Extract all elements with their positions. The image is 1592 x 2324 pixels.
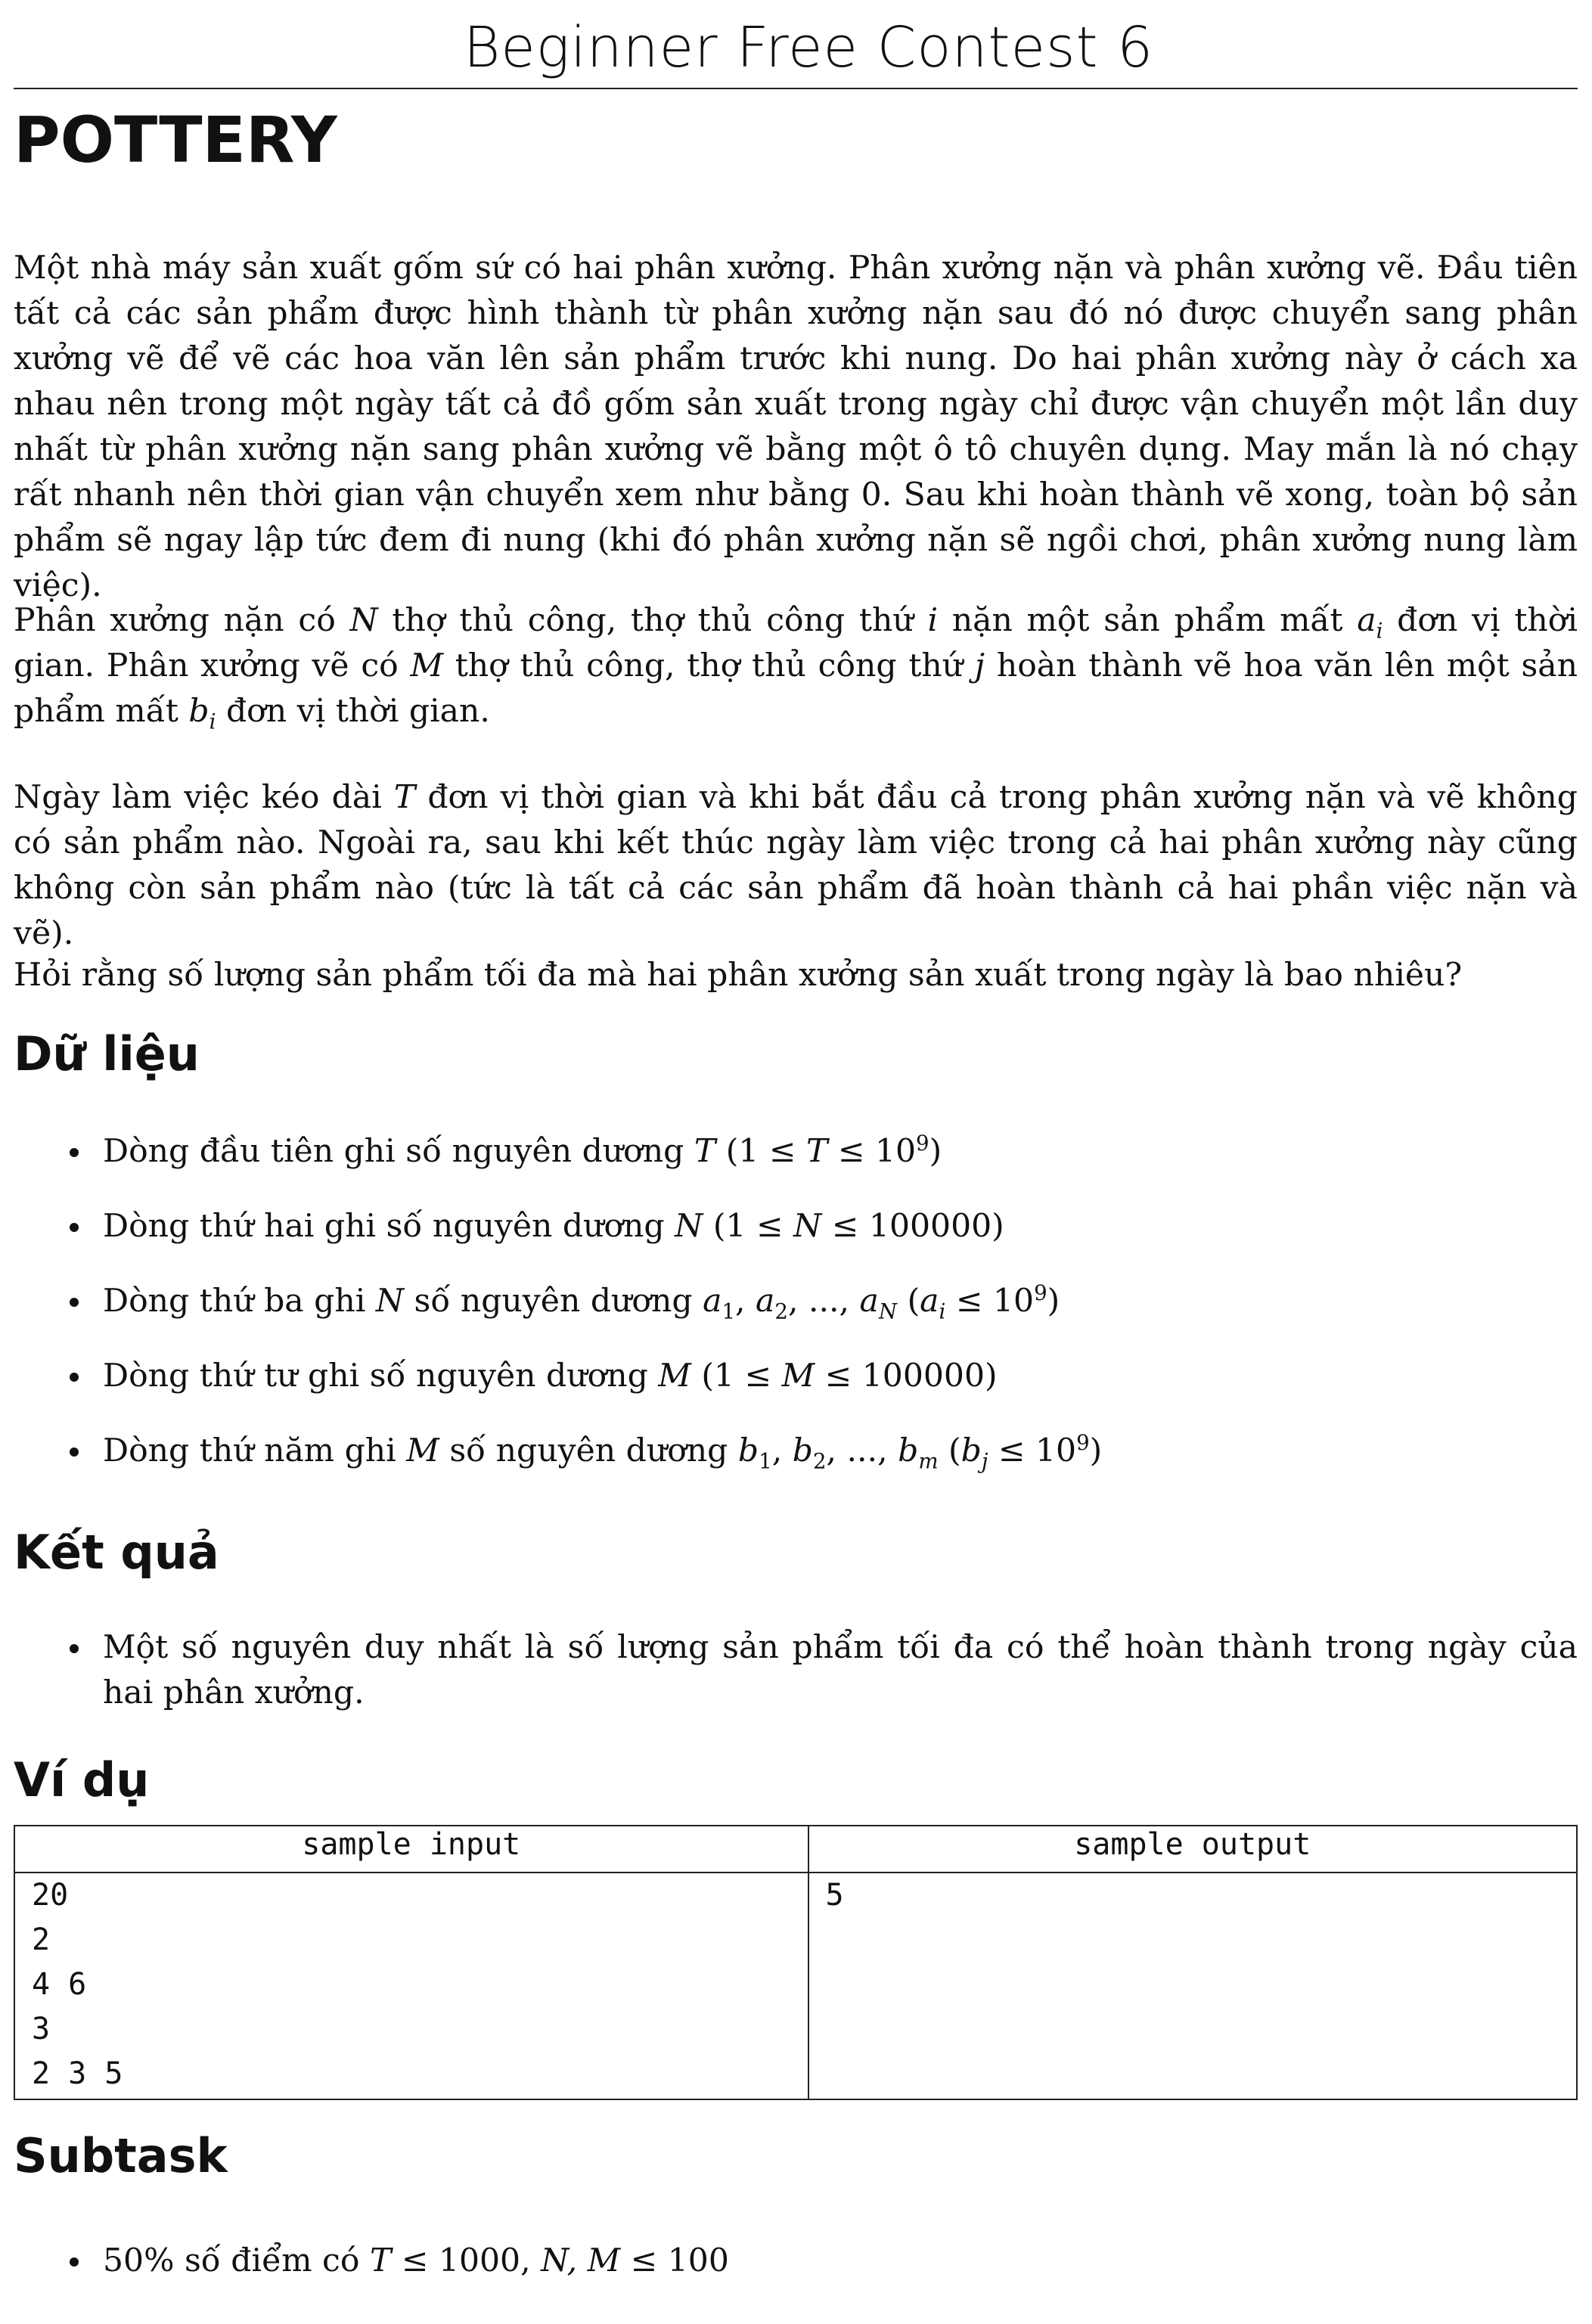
sample-output-cell (808, 1873, 1577, 2099)
problem-title: POTTERY (14, 103, 337, 177)
bullet-icon (70, 1373, 79, 1382)
list-item: Dòng đầu tiên ghi số nguyên dương T $(1 \le T \le 10^9)$ (14, 1129, 1578, 1174)
output-section-title: Kết quả (14, 1525, 219, 1580)
list-item: 50% số điểm có T ≤ 1000, N, M ≤ 100 (14, 2239, 1578, 2284)
table-header-row (14, 1826, 1577, 1873)
sample-input-text: 20 2 4 6 3 2 3 5 (32, 1878, 123, 2091)
statement-paragraph-1: Một nhà máy sản xuất gốm sứ có hai phân xưởng. Phân xưởng nặn và phân xưởng vẽ. Đầu tiên tất cả các sản phẩm được hình thành từ phân xưởng nặn sau đó nó được chuyển sang phân xưởng vẽ để vẽ các hoa văn lên sản phẩm trước khi nung. Do hai phân xưởng này ở cách xa nhau nên trong một ngày tất cả đồ gốm sản xuất trong ngày chỉ được vận chuyển một lần duy nhất từ phân xưởng nặn sang phân xưởng vẽ bằng một ô tô chuyên dụng. May mắn là nó chạy rất nhanh nên thời gian vận chuyển xem như bằng 0. Sau khi hoàn thành vẽ xong, toàn bộ sản phẩm sẽ ngay lập tức đem đi nung (khi đó phân xưởng nặn sẽ ngồi chơi, phân xưởng nung làm việc). (14, 250, 1578, 604)
sample-input-header: sample input (14, 1826, 808, 1873)
statement-paragraph-3: Ngày làm việc kéo dài T đơn vị thời gian và khi bắt đầu cả trong phân xưởng nặn và vẽ không có sản phẩm nào. Ngoài ra, sau khi kết thúc ngày làm việc trong cả hai phân xưởng này cũng không còn sản phẩm nào (tức là tất cả các sản phẩm đã hoàn thành cả hai phần việc nặn và vẽ). (14, 779, 1578, 952)
table-row (14, 1873, 1577, 2099)
subtask-section-title: Subtask (14, 2128, 228, 2183)
list-item: Dòng thứ hai ghi số nguyên dương N (1 ≤ N ≤ 100000) (14, 1204, 1578, 1249)
bullet-icon (70, 1298, 79, 1307)
bullet-icon (70, 1223, 79, 1232)
sample-input-cell (14, 1873, 808, 2099)
contest-header (14, 11, 1578, 89)
list-item: Một số nguyên duy nhất là số lượng sản phẩm tối đa có thể hoàn thành trong ngày của hai phân xưởng. (14, 1625, 1578, 1716)
subtask-list (14, 2239, 1578, 2284)
statement-question: Hỏi rằng số lượng sản phẩm tối đa mà hai phân xưởng sản xuất trong ngày là bao nhiêu? (14, 957, 1463, 994)
example-section-title: Ví dụ (14, 1752, 150, 1807)
bullet-icon (70, 1148, 79, 1157)
sample-output-header: sample output (808, 1826, 1577, 1873)
list-item: Dòng thứ ba ghi N số nguyên dương $a_1$, $a_2$, ..., $a_N$ $(a_i \le 10^9)$ (14, 1279, 1578, 1324)
list-item: Dòng thứ tư ghi số nguyên dương M (1 ≤ M ≤ 100000) (14, 1354, 1578, 1399)
sample-table (14, 1825, 1578, 2100)
bullet-icon (70, 1644, 79, 1653)
contest-title: Beginner Free Contest 6 (463, 15, 1154, 80)
bullet-icon (70, 1447, 79, 1457)
problem-page (14, 0, 1578, 2324)
input-list (14, 1129, 1578, 1474)
bullet-icon (70, 2257, 79, 2267)
list-item: Dòng thứ năm ghi M số nguyên dương $b_1$, $b_2$, ..., $b_m$ $(b_j \le 10^9)$ (14, 1429, 1578, 1474)
sample-output-text: 5 (825, 1878, 844, 1913)
output-list (14, 1625, 1578, 1716)
statement-paragraph-2: Phân xưởng nặn có N thợ thủ công, thợ thủ công thứ i nặn một sản phẩm mất $a_i$ đơn vị thời gian. Phân xưởng vẽ có M thợ thủ công, thợ thủ công thứ j hoàn thành vẽ hoa văn lên một sản phẩm mất $b_i$ đơn vị thời gian. (14, 602, 1578, 734)
input-section-title: Dữ liệu (14, 1026, 200, 1081)
